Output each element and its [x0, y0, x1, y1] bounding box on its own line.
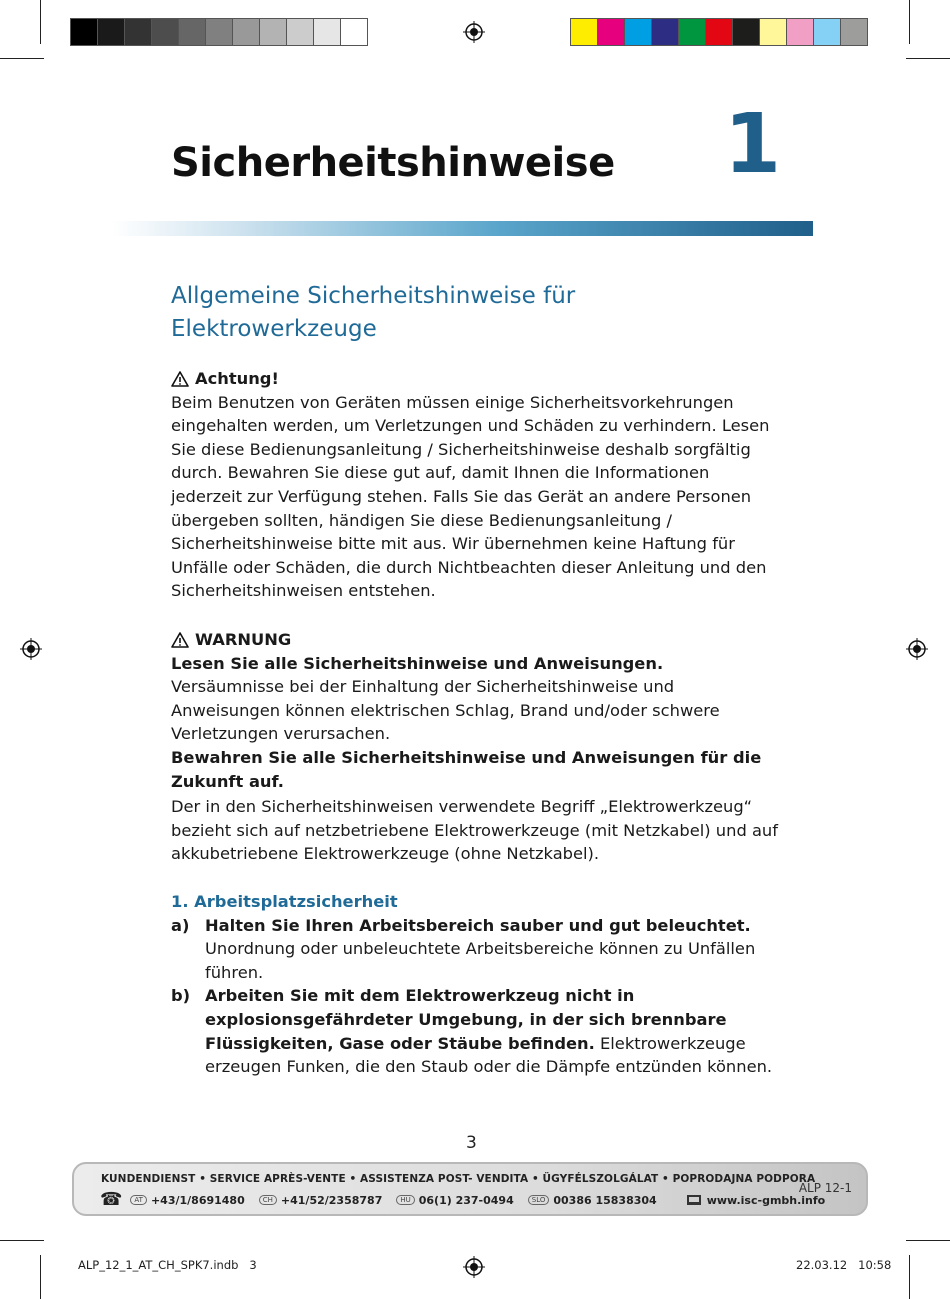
warning-triangle-icon	[171, 371, 189, 387]
crop-mark	[0, 1240, 44, 1241]
crop-mark	[909, 1255, 910, 1299]
gray-swatch	[151, 18, 179, 46]
gray-swatch	[124, 18, 152, 46]
gray-swatch	[259, 18, 287, 46]
gray-swatch	[205, 18, 233, 46]
warnung-paragraph	[171, 652, 781, 746]
title-rule	[112, 221, 813, 236]
crop-mark	[906, 1240, 950, 1241]
list-item-label: b)	[171, 986, 191, 1006]
date-slug: 22.03.12 10:58	[796, 1258, 892, 1272]
warnung-heading-text: WARNUNG	[195, 630, 292, 649]
registration-mark-icon	[463, 21, 485, 43]
gray-swatch	[286, 18, 314, 46]
service-bar	[72, 1162, 868, 1216]
color-swatch	[705, 18, 733, 46]
list-item-label: a)	[171, 915, 190, 935]
country-badge: AT	[130, 1195, 147, 1205]
service-contacts	[100, 1191, 825, 1209]
achtung-block	[171, 367, 781, 603]
phone-number: +43/1/8691480	[150, 1193, 245, 1207]
country-badge: HU	[396, 1195, 414, 1205]
page-number: 3	[466, 1133, 477, 1153]
color-swatch	[786, 18, 814, 46]
achtung-heading-text: Achtung!	[195, 369, 279, 388]
color-swatch	[624, 18, 652, 46]
crop-mark	[40, 1255, 41, 1299]
crop-mark	[40, 0, 41, 44]
phone-icon: ☎	[100, 1189, 123, 1210]
warnung-text: Versäumnisse bei der Einhaltung der Sicherheitshinweise und Anweisungen können elektrischen Schlag, Brand und/oder schwere Verletzungen verursachen.	[171, 677, 720, 744]
color-swatch	[651, 18, 679, 46]
achtung-text: Beim Benutzen von Geräten müssen einige Sicherheitsvorkehrungen eingehalten werden, um Verletzungen und Schäden zu verhindern. Lesen Sie diese Bedienungsanleitung / Sicherheitshinweise deshalb sorgfältig durch. Bewahren Sie diese gut auf, damit Ihnen die Informationen jederzeit zur Verfügung stehen. Falls Sie das Gerät an andere Personen übergeben sollten, händigen Sie diese Bedienungsanleitung / Sicherheitshinweise bitte mit aus. Wir übernehmen keine Haftung für Unfälle oder Schäden, die durch Nichtbeachten dieser Anleitung und den Sicherheitshinweisen entstehen.	[171, 392, 770, 601]
website-link[interactable]: www.isc-gmbh.info	[706, 1193, 826, 1207]
warnung-bold-tail	[171, 746, 781, 793]
phone-number: 00386 15838304	[553, 1193, 657, 1207]
warnung-heading	[171, 628, 781, 652]
phone-number: 06(1) 237-0494	[418, 1193, 514, 1207]
list-item	[171, 914, 781, 985]
color-swatch	[678, 18, 706, 46]
color-swatch	[813, 18, 841, 46]
registration-mark-icon	[20, 638, 42, 660]
color-swatch	[759, 18, 787, 46]
laptop-icon	[687, 1195, 701, 1205]
color-bar	[571, 18, 868, 46]
color-swatch	[840, 18, 868, 46]
list-item	[171, 984, 781, 1078]
gray-swatch	[340, 18, 368, 46]
list-item-text	[205, 914, 781, 985]
gray-swatch	[178, 18, 206, 46]
section-subtitle: Allgemeine Sicherheitshinweise für Elektrowerkzeuge	[171, 283, 576, 342]
list-item-text	[205, 984, 781, 1078]
warnung-block	[171, 628, 781, 793]
color-swatch	[597, 18, 625, 46]
file-slug: ALP_12_1_AT_CH_SPK7.indb 3	[78, 1258, 257, 1272]
color-swatch	[732, 18, 760, 46]
list-item-body: Unordnung oder unbeleuchtete Arbeitsbereiche können zu Unfällen führen.	[205, 939, 756, 982]
warning-triangle-icon	[171, 632, 189, 648]
crop-mark	[0, 58, 44, 59]
list-item-bold: Halten Sie Ihren Arbeitsbereich sauber und gut beleuchtet.	[205, 915, 751, 935]
crop-mark	[906, 58, 950, 59]
phone-number: +41/52/2358787	[280, 1193, 383, 1207]
section-arbeitsplatz	[171, 890, 781, 1079]
color-swatch	[570, 18, 598, 46]
crop-mark	[909, 0, 910, 44]
country-badge: SLO	[528, 1195, 550, 1205]
page-title: Sicherheitshinweise	[171, 140, 615, 186]
section-heading: 1. Arbeitsplatzsicherheit	[171, 892, 398, 911]
registration-mark-icon	[906, 638, 928, 660]
gray-swatch	[70, 18, 98, 46]
list-item-bold: Arbeiten Sie mit dem Elektrowerkzeug nicht in explosionsgefährdeter Umgebung, in der sich brennbare Flüssigkeiten, Gase oder Stäube befinden.	[205, 986, 727, 1053]
registration-mark-icon	[463, 1256, 485, 1278]
warnung-bold-tail-text: Bewahren Sie alle Sicherheitshinweise und Anweisungen für die Zukunft auf.	[171, 747, 762, 791]
list-item-body: Elektrowerkzeuge erzeugen Funken, die den Staub oder die Dämpfe entzünden können.	[205, 1033, 773, 1077]
gray-swatch	[313, 18, 341, 46]
definition-paragraph: Der in den Sicherheitshinweisen verwendete Begriff „Elektrowerkzeug“ bezieht sich auf netzbetriebene Elektrowerkzeuge (mit Netzkabel) und auf akkubetriebene Elektrowerkzeuge (ohne Netzkabel).	[171, 797, 778, 864]
chapter-number: 1	[724, 97, 782, 192]
grayscale-bar	[71, 18, 368, 46]
gray-swatch	[232, 18, 260, 46]
warnung-bold-lead: Lesen Sie alle Sicherheitshinweise und Anweisungen.	[171, 653, 664, 673]
achtung-heading	[171, 367, 781, 391]
model-number: ALP 12-1	[798, 1181, 852, 1195]
gray-swatch	[97, 18, 125, 46]
service-heading: KUNDENDIENST • SERVICE APRÈS-VENTE • ASSISTENZA POST- VENDITA • ÜGYFÉLSZOLGÁLAT • POPRODAJNA PODPORA	[101, 1173, 816, 1185]
country-badge: CH	[259, 1195, 277, 1205]
